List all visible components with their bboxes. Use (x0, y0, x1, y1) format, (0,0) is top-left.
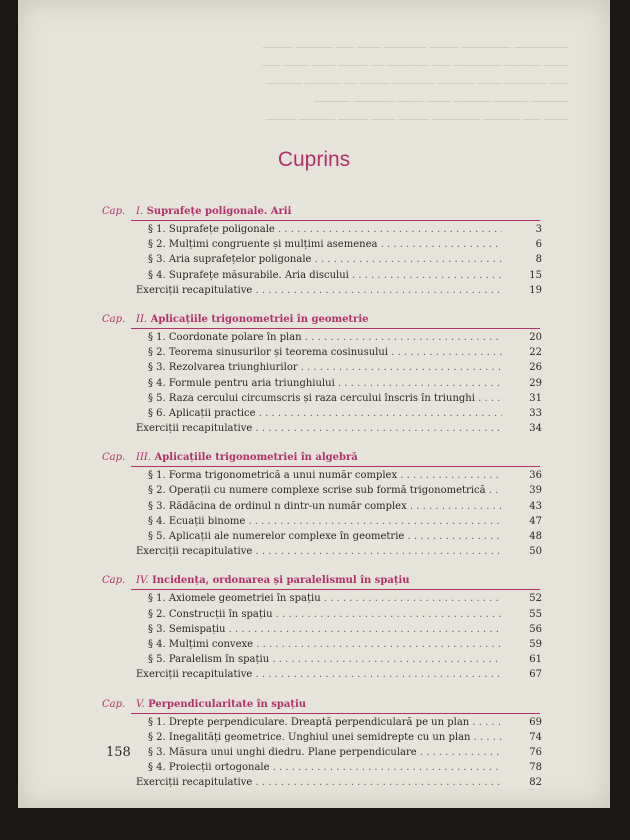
chapter-numeral: V. (136, 698, 145, 710)
toc-entry (18, 285, 610, 300)
toc-entry (18, 516, 610, 531)
toc-chapter (18, 314, 610, 438)
chapter-cap-label: Cap. (102, 698, 126, 710)
chapter-numeral: I. (136, 206, 144, 217)
toc-entry-page: 55 (502, 609, 542, 620)
chapter-title (136, 575, 410, 586)
toc-entry-label: § 2. Construcții în spațiu . . . (148, 609, 518, 620)
chapter-numeral: IV. (136, 575, 149, 587)
toc-entry (18, 470, 610, 485)
toc-entry-label: § 3. Semispațiu . . . (148, 624, 518, 635)
toc-entry-page: 22 (502, 347, 542, 358)
toc-entry-label: Exerciții recapitulative . . . (136, 546, 506, 557)
toc-entry-page: 47 (502, 516, 542, 527)
chapter-cap-label: Cap. (102, 575, 126, 587)
toc-entry-page: 26 (502, 362, 542, 373)
toc-entry-page: 33 (502, 408, 542, 419)
chapter-rule (131, 466, 540, 467)
toc-entry (18, 347, 610, 362)
chapter-title-text: Perpendicularitate în spațiu (148, 698, 307, 710)
toc-entry-label: Exerciții recapitulative . . . (136, 285, 506, 296)
toc-entry-label: § 4. Suprafețe măsurabile. Aria discului . . . (148, 270, 518, 281)
toc-entry-page: 3 (502, 224, 542, 235)
toc-entry-page: 56 (502, 624, 542, 635)
toc-entry-label: § 1. Drepte perpendiculare. Dreaptă perpendiculară pe un plan . . . (148, 717, 518, 728)
toc-entry (18, 485, 610, 500)
toc-entry (18, 639, 610, 654)
toc-entry-page: 61 (502, 654, 542, 665)
toc-entry-page: 76 (502, 747, 542, 758)
toc-entry-label: § 5. Aplicații ale numerelor complexe în geometrie . . . (148, 531, 518, 542)
toc-entry-label: § 1. Coordonate polare în plan . . . (148, 332, 518, 343)
toc-entry (18, 762, 610, 777)
toc-entry-page: 20 (502, 332, 542, 343)
toc-entry (18, 362, 610, 377)
toc-entry-label: § 2. Operații cu numere complexe scrise sub formă trigonometrică . . . (148, 485, 518, 496)
toc-entry-label: Exerciții recapitulative . . . (136, 777, 506, 788)
chapter-title-text: Aplicațiile trigonometriei în geometrie (150, 313, 369, 325)
toc-entry-page: 48 (502, 531, 542, 542)
book-page (18, 0, 610, 808)
toc-entry-label: § 2. Mulțimi congruente și mulțimi asemenea . . . (148, 239, 518, 250)
toc-entry-label: Exerciții recapitulative . . . (136, 423, 506, 434)
toc-entry-label: § 5. Raza cercului circumscris și raza cercului înscris în triunghi . . . (148, 393, 518, 404)
toc-entry (18, 593, 610, 608)
toc-entry-label: § 3. Rezolvarea triunghiurilor . . . (148, 362, 518, 373)
chapter-cap-label: Cap. (102, 452, 126, 464)
toc-entry-label: § 1. Axiomele geometriei în spațiu . . . (148, 593, 518, 604)
toc-entry-page: 59 (502, 639, 542, 650)
toc-entry-page: 39 (502, 485, 542, 496)
toc-entry-page: 8 (502, 254, 542, 265)
toc-entry (18, 669, 610, 684)
toc-entry (18, 609, 610, 624)
toc-entry-page: 19 (502, 285, 542, 296)
toc-entry-page: 52 (502, 593, 542, 604)
toc-entry-page: 6 (502, 239, 542, 250)
toc-entry (18, 332, 610, 347)
toc-entry (18, 224, 610, 239)
toc-entry-page: 31 (502, 393, 542, 404)
chapter-title (136, 206, 291, 217)
toc-entry-page: 15 (502, 270, 542, 281)
table-of-contents (18, 206, 610, 792)
chapter-numeral: III. (136, 452, 152, 464)
toc-entry-page: 69 (502, 717, 542, 728)
toc-chapter (18, 452, 610, 561)
toc-entry-label: § 4. Proiecții ortogonale . . . (148, 762, 518, 773)
toc-entry-label: § 3. Aria suprafețelor poligonale . . . (148, 254, 518, 265)
toc-entry-label: § 3. Măsura unui unghi diedru. Plane perpendiculare . . . (148, 747, 518, 758)
toc-entry-page: 43 (502, 501, 542, 512)
toc-entry (18, 501, 610, 516)
chapter-rule (131, 328, 540, 329)
toc-entry (18, 717, 610, 732)
page-number: 158 (106, 745, 131, 760)
chapter-title (136, 699, 306, 710)
chapter-rule (131, 589, 540, 590)
toc-entry-page: 67 (502, 669, 542, 680)
chapter-title-text: Suprafețe poligonale. Arii (146, 206, 292, 217)
toc-entry-page: 36 (502, 470, 542, 481)
toc-entry-page: 50 (502, 546, 542, 557)
toc-entry-label: § 4. Formule pentru aria triunghiului . . . (148, 378, 518, 389)
toc-entry-label: § 2. Teorema sinusurilor și teorema cosinusului . . . (148, 347, 518, 358)
chapter-cap-label: Cap. (102, 206, 126, 217)
toc-entry-label: § 4. Ecuații binome . . . (148, 516, 518, 527)
chapter-title (136, 314, 368, 325)
chapter-numeral: II. (136, 313, 148, 325)
toc-entry (18, 378, 610, 393)
toc-entry (18, 254, 610, 269)
toc-entry-label: Exerciții recapitulative . . . (136, 669, 506, 680)
toc-entry-page: 78 (502, 762, 542, 773)
toc-entry-page: 34 (502, 423, 542, 434)
chapter-title (136, 452, 358, 463)
chapter-title-text: Aplicațiile trigonometriei în algebră (154, 452, 358, 464)
toc-entry-page: 82 (502, 777, 542, 788)
toc-entry (18, 239, 610, 254)
toc-chapter (18, 206, 610, 300)
toc-entry (18, 777, 610, 792)
bleed-through-text: ───────── ──────── ───── ─────── ──── ─── ────── ───── ──── ────── ──────── ─── ─────── ── ───── ──── ──── ─── ─── ─────── ──── ────── ─────── ───── ── ────── ────── ────── ────── ────── ──── ──── ─────── ────── ──── ─── ────── ──────── ───── ──── ───── ────── ───── (262, 43, 568, 126)
toc-entry-label: § 4. Mulțimi convexe . . . (148, 639, 518, 650)
toc-entry-page: 74 (502, 732, 542, 743)
toc-entry (18, 393, 610, 408)
toc-entry-label: § 5. Paralelism în spațiu . . . (148, 654, 518, 665)
toc-entry-page: 29 (502, 378, 542, 389)
page-title: Cuprins (277, 148, 351, 171)
toc-entry (18, 624, 610, 639)
toc-entry (18, 654, 610, 669)
toc-entry-label: § 3. Rădăcina de ordinul n dintr-un număr complex . . . (148, 501, 518, 512)
chapter-rule (131, 713, 540, 714)
toc-entry (18, 423, 610, 438)
chapter-cap-label: Cap. (102, 313, 126, 325)
toc-entry-label: § 1. Forma trigonometrică a unui număr complex . . . (148, 470, 518, 481)
toc-entry (18, 408, 610, 423)
chapter-title-text: Incidența, ordonarea și paralelismul în spațiu (152, 575, 410, 587)
toc-entry (18, 270, 610, 285)
toc-entry (18, 546, 610, 561)
toc-entry-label: § 6. Aplicații practice . . . (148, 408, 518, 419)
chapter-rule (131, 220, 540, 221)
toc-entry-label: § 1. Suprafețe poligonale . . . (148, 224, 518, 235)
toc-entry-label: § 2. Inegalități geometrice. Unghiul unei semidrepte cu un plan . . . (148, 732, 518, 743)
toc-entry (18, 531, 610, 546)
toc-chapter (18, 575, 610, 684)
